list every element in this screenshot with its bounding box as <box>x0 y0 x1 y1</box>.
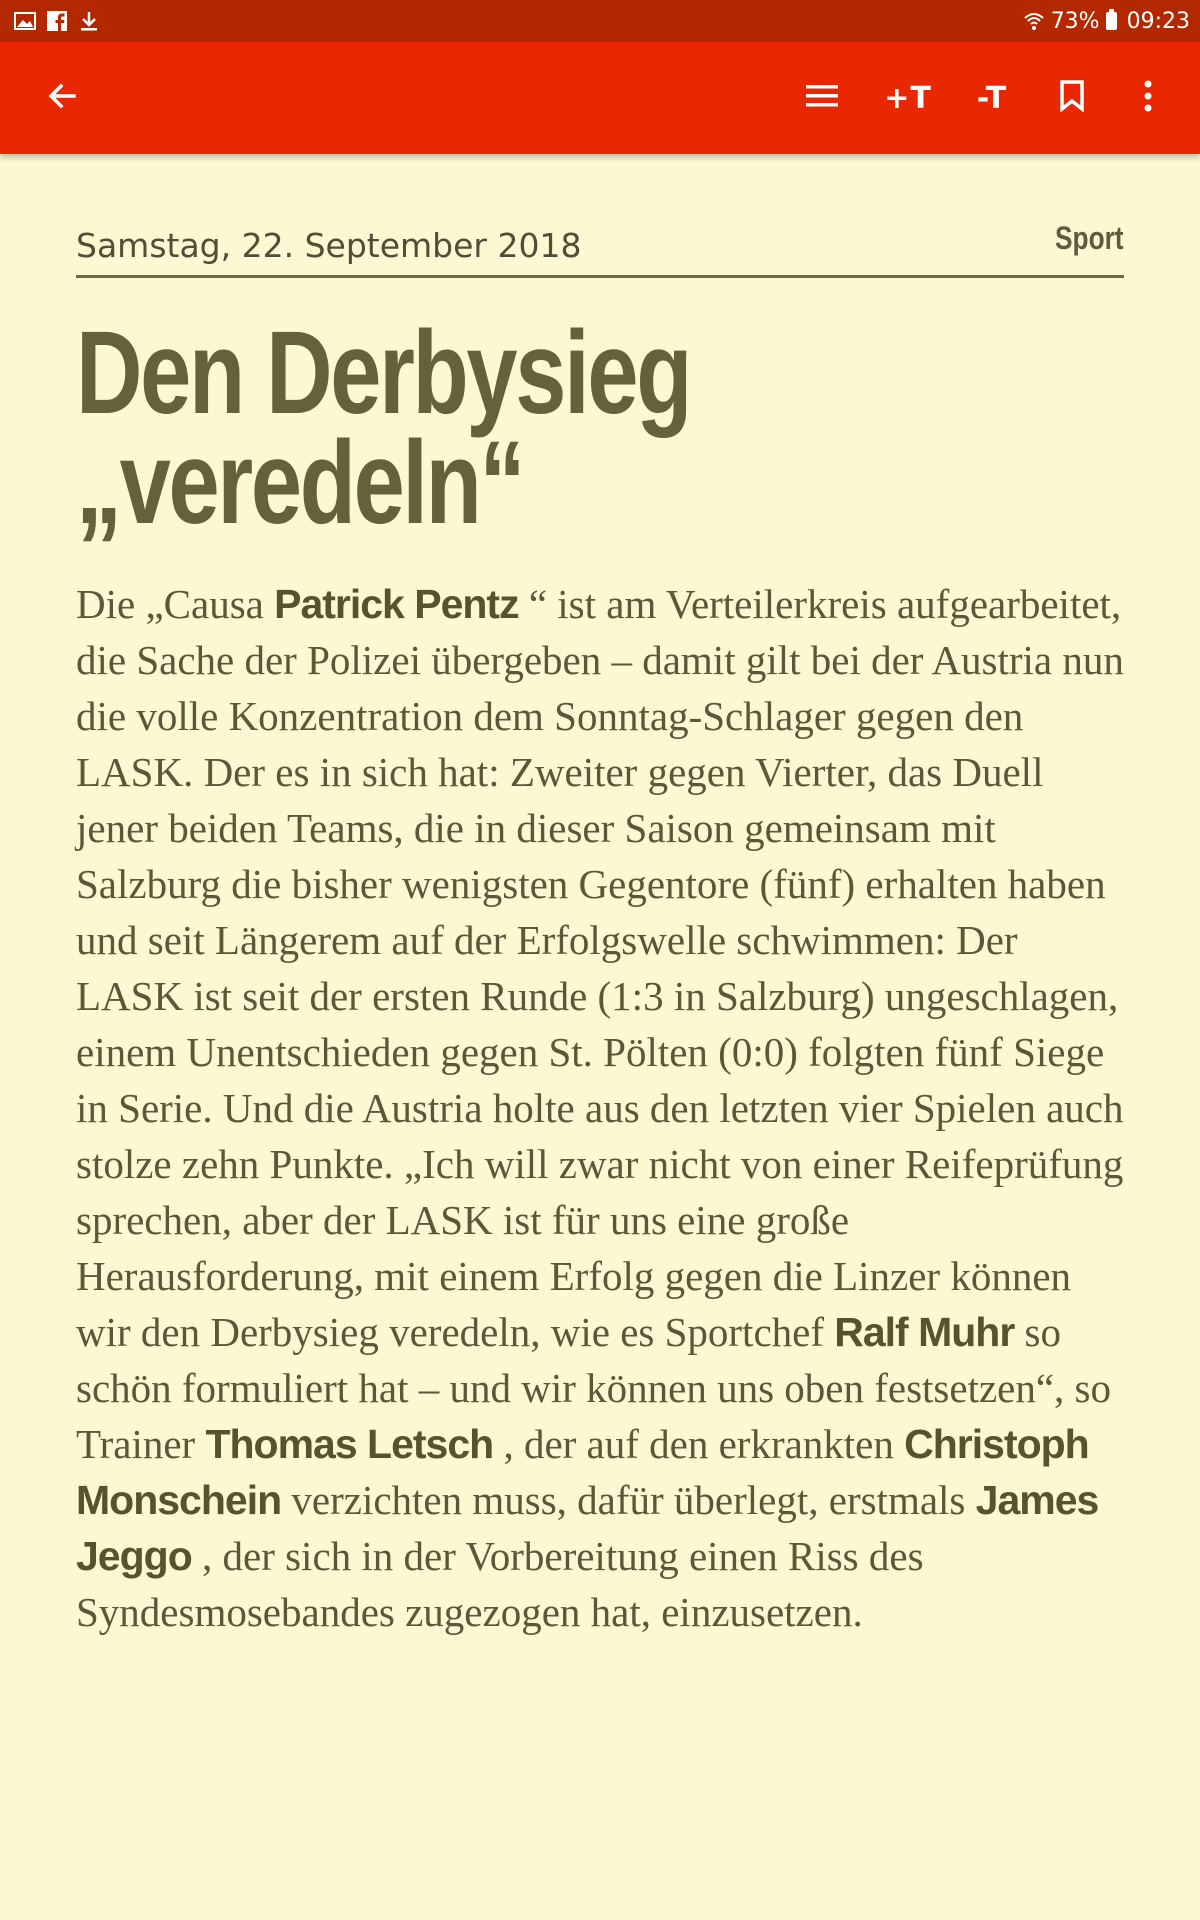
article <box>76 154 1124 1640</box>
battery-percent: 73% <box>1050 8 1100 34</box>
font-increase-button[interactable] <box>872 42 944 154</box>
menu-icon <box>805 83 839 113</box>
article-meta <box>76 154 1124 278</box>
status-system <box>1023 9 1190 34</box>
article-date: Samstag, 22. September 2018 <box>76 226 582 265</box>
status-notifications <box>14 10 100 32</box>
headline-line-1: Den Derbysieg <box>76 307 691 439</box>
status-bar <box>0 0 1200 42</box>
body-text-6: , der sich in der Vorbereitung einen Riss des Syndesmosebandes zugezogen hat, einzusetzen. <box>76 1533 924 1635</box>
menu-button[interactable] <box>790 42 854 154</box>
body-text-1: Die „Causa <box>76 581 275 627</box>
bookmark-button[interactable] <box>1040 42 1104 154</box>
article-section: Sport <box>1055 220 1124 256</box>
image-icon <box>14 10 36 32</box>
font-increase-label: +T <box>884 80 932 116</box>
body-text-5: verzichten muss, dafür überlegt, erstmals <box>281 1477 976 1523</box>
more-vertical-icon <box>1143 80 1153 116</box>
more-options-button[interactable] <box>1116 42 1180 154</box>
article-headline <box>76 307 1090 549</box>
font-decrease-button[interactable] <box>956 42 1028 154</box>
person-name: Patrick Pentz <box>274 581 519 627</box>
facebook-icon <box>46 10 68 32</box>
arrow-left-icon <box>46 80 78 116</box>
battery-icon <box>1106 12 1117 30</box>
toolbar <box>0 42 1200 154</box>
person-name: Christoph Monschein <box>76 1421 1089 1523</box>
body-text-4: , der auf den erkrankten <box>493 1421 905 1467</box>
bookmark-icon <box>1059 80 1085 116</box>
download-icon <box>78 10 100 32</box>
body-text-3: so schön formuliert hat – und wir können uns oben festsetzen“, so Trainer <box>76 1309 1112 1467</box>
body-text-2: “ ist am Verteilerkreis aufgearbeitet, die Sache der Polizei übergeben – damit gilt bei der Austria nun die volle Konzentration dem Sonntag-Schlager gegen den LASK. Der es in sich hat: Zweiter gegen Vierter, das Duell jener beiden Teams, die in dieser Saison gemeinsam mit Salzburg die bisher wenigsten Gegentore (fünf) erhalten haben und seit Längerem auf der Erfolgswelle schwimmen: Der LASK ist seit der ersten Runde (1:3 in Salzburg) ungeschlagen, einem Unentschieden gegen St. Pölten (0:0) folgten fünf Siege in Serie. Und die Austria holte aus den letzten vier Spielen auch stolze zehn Punkte. „Ich will zwar nicht von einer Reifeprüfung sprechen, aber der LASK ist für uns eine große Herausforderung, mit einem Erfolg gegen die Linzer können wir den Derbysieg veredeln, wie es Sportchef <box>76 581 1124 1355</box>
person-name: Ralf Muhr <box>834 1309 1015 1355</box>
person-name: James Jeggo <box>76 1477 1099 1579</box>
article-body <box>76 576 1124 1640</box>
wifi-icon <box>1023 10 1045 32</box>
font-decrease-label: -T <box>976 80 1008 116</box>
person-name: Thomas Letsch <box>205 1421 494 1467</box>
clock: 09:23 <box>1126 8 1190 34</box>
headline-line-2: „veredeln“ <box>76 417 524 549</box>
back-button[interactable] <box>30 42 94 154</box>
